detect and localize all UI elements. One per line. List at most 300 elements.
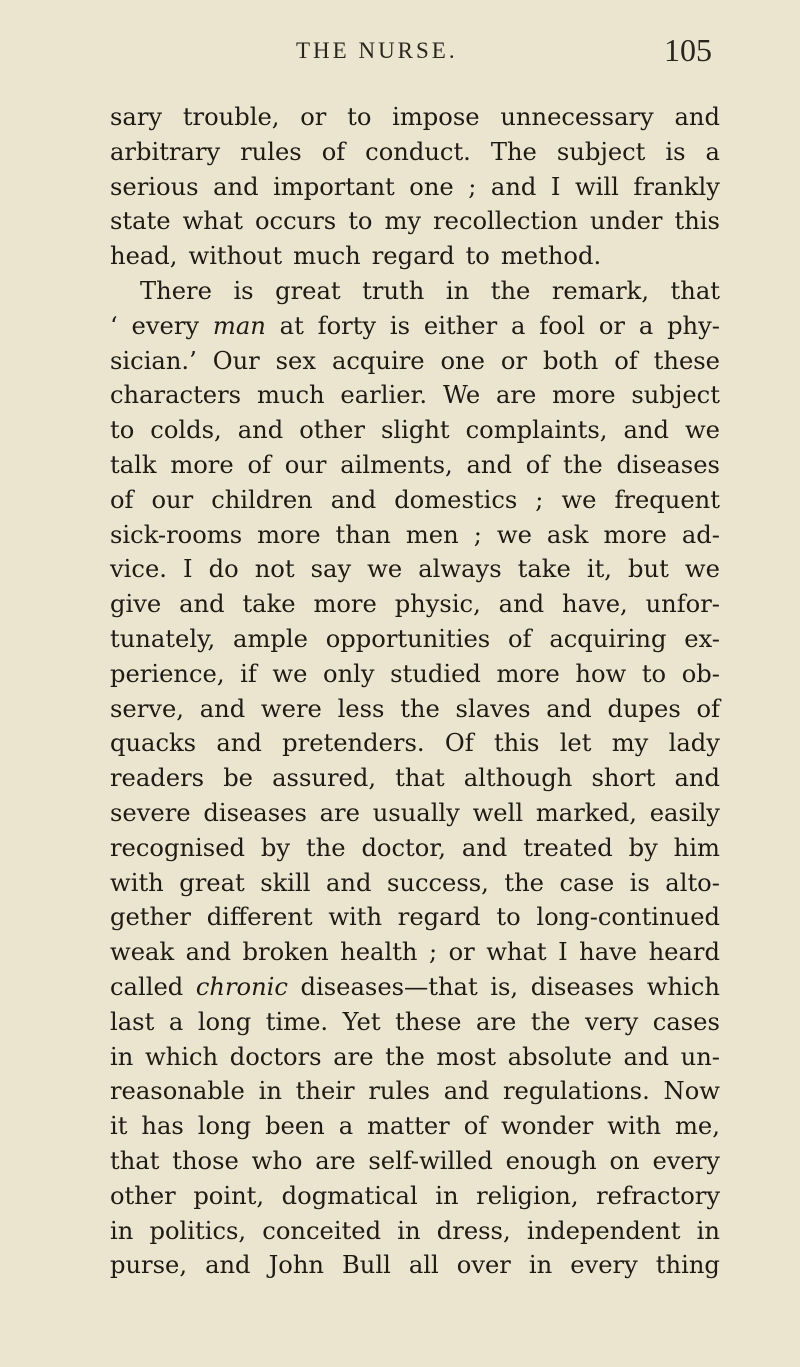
- word: last: [110, 1007, 155, 1036]
- word: and: [443, 1077, 490, 1106]
- text-line: [110, 831, 720, 866]
- text-line: [110, 1074, 720, 1109]
- word: let: [559, 729, 592, 758]
- word: are: [476, 1007, 517, 1036]
- text-line: [110, 309, 720, 344]
- word: characters: [110, 381, 242, 410]
- word: with: [328, 903, 383, 932]
- word: if: [240, 659, 257, 688]
- word: pretenders.: [282, 729, 425, 758]
- word: to: [347, 103, 372, 131]
- word: long: [197, 1112, 252, 1141]
- word: we: [561, 485, 597, 514]
- word: opportunities: [325, 624, 491, 653]
- word: it: [110, 1112, 128, 1141]
- word: independent: [526, 1216, 681, 1245]
- word: talk: [110, 450, 157, 479]
- word: diseases: [530, 972, 635, 1001]
- word: most: [436, 1042, 497, 1071]
- word: of: [463, 1112, 488, 1141]
- word: and: [490, 172, 537, 201]
- word: short: [591, 764, 656, 793]
- word: of: [614, 346, 638, 375]
- word: heard: [648, 938, 720, 967]
- word: dogmatical: [281, 1181, 418, 1210]
- word: I: [183, 555, 193, 584]
- word: to: [110, 416, 135, 445]
- word: ;: [468, 172, 477, 201]
- text-line: [110, 552, 720, 587]
- word: other: [110, 1181, 176, 1210]
- word: to: [348, 207, 373, 236]
- word: in: [528, 1251, 553, 1280]
- word: in: [435, 1181, 459, 1210]
- word: severe: [110, 798, 191, 827]
- word: of: [321, 137, 346, 166]
- word: over: [456, 1251, 511, 1280]
- word: time.: [265, 1007, 329, 1036]
- word: We: [442, 381, 481, 410]
- word: and: [623, 416, 669, 445]
- text-line: [110, 135, 720, 170]
- text-line: [110, 970, 720, 1005]
- word: by: [628, 833, 658, 862]
- word: although: [463, 764, 573, 793]
- text-line: [110, 344, 720, 379]
- word: but: [628, 555, 669, 584]
- word: not: [254, 555, 295, 584]
- word: un-: [680, 1042, 720, 1071]
- page-header: [0, 32, 800, 78]
- word: gether: [110, 903, 191, 932]
- word: recollection: [433, 207, 578, 236]
- word: the: [305, 833, 346, 862]
- text-line: [110, 1179, 720, 1214]
- text-line: [110, 935, 720, 970]
- word: readers: [110, 764, 205, 793]
- text-line: [110, 1144, 720, 1179]
- word: forty: [317, 311, 377, 340]
- word: more: [313, 590, 377, 619]
- word: John: [268, 1251, 324, 1280]
- word: cases: [652, 1007, 720, 1036]
- word: great: [179, 868, 245, 897]
- word: lady: [668, 729, 720, 758]
- word: men: [405, 520, 459, 549]
- word: either: [423, 311, 498, 340]
- word: tunately,: [110, 624, 216, 653]
- word: and: [461, 833, 508, 862]
- word: point,: [193, 1181, 265, 1210]
- word: treated: [523, 833, 613, 862]
- word: conceited: [262, 1216, 382, 1245]
- word: dupes: [607, 694, 681, 723]
- text-line: [110, 657, 720, 692]
- word: Yet: [342, 1007, 381, 1036]
- word: these: [395, 1007, 462, 1036]
- text-line: [110, 622, 720, 657]
- word: at: [279, 311, 304, 340]
- word: state: [110, 207, 171, 236]
- word: weak: [110, 938, 175, 967]
- word: great: [275, 276, 341, 305]
- word: we: [684, 555, 720, 584]
- word: unnecessary: [500, 103, 654, 131]
- text-line: [110, 274, 720, 309]
- word: and: [674, 764, 720, 793]
- word: on: [609, 1146, 640, 1175]
- word: long: [197, 1007, 252, 1036]
- word: subject: [631, 381, 720, 410]
- word: and: [185, 938, 232, 967]
- word: very: [585, 1007, 639, 1036]
- word: earlier.: [340, 381, 428, 410]
- word: is: [665, 137, 686, 166]
- word: domestics: [394, 485, 518, 514]
- word: acquire: [331, 346, 425, 375]
- word: the: [400, 694, 440, 723]
- text-line: [110, 761, 720, 796]
- word: that: [670, 276, 720, 305]
- word: in: [397, 1216, 421, 1245]
- word: called: [110, 972, 184, 1001]
- word: and: [205, 1251, 251, 1280]
- word: under: [589, 207, 663, 236]
- text-line: [110, 518, 720, 553]
- text-line: [110, 378, 720, 413]
- word: and: [179, 590, 225, 619]
- word: doctor,: [361, 833, 446, 862]
- text-line: [110, 692, 720, 727]
- word: colds,: [150, 416, 222, 445]
- word: will: [574, 172, 619, 201]
- word: my: [611, 729, 649, 758]
- word: less: [337, 694, 385, 723]
- word: were: [260, 694, 322, 723]
- word: regard: [371, 242, 455, 271]
- word: reasonable: [110, 1077, 245, 1106]
- word: dress,: [436, 1216, 511, 1245]
- word: perience,: [110, 659, 225, 688]
- word: are: [333, 1042, 374, 1071]
- word: regard: [397, 903, 481, 932]
- word: marked,: [535, 798, 637, 827]
- word: of: [525, 450, 550, 479]
- word: give: [110, 590, 162, 619]
- word: and: [213, 172, 259, 201]
- word: long-continued: [536, 903, 720, 932]
- word: phy-: [667, 311, 720, 340]
- word: other: [299, 416, 365, 445]
- word: and: [498, 590, 545, 619]
- word: every: [570, 1251, 638, 1280]
- word: the: [563, 450, 603, 479]
- word: alto-: [665, 868, 720, 897]
- text-line: [110, 726, 720, 761]
- word: in: [258, 1077, 282, 1106]
- word: we: [272, 659, 308, 688]
- word: than: [335, 520, 391, 549]
- word: their: [295, 1077, 355, 1106]
- word: of: [508, 624, 532, 653]
- word: children: [211, 485, 313, 514]
- word: different: [206, 903, 313, 932]
- word: a: [168, 1007, 184, 1036]
- word: ob-: [681, 659, 720, 688]
- word: and: [466, 450, 512, 479]
- word: our: [151, 485, 194, 514]
- word: ‘: [110, 311, 118, 340]
- word: with: [607, 1112, 662, 1141]
- word: in: [110, 1216, 134, 1245]
- word: a: [705, 137, 720, 166]
- word: acquiring: [549, 624, 667, 653]
- word: wonder: [501, 1112, 594, 1141]
- word: frankly: [633, 172, 720, 201]
- word: that: [110, 1146, 160, 1175]
- word: Of: [444, 729, 474, 758]
- word: ad-: [681, 520, 720, 549]
- word: religion,: [476, 1181, 579, 1210]
- word: or: [500, 346, 528, 375]
- word: success,: [386, 868, 489, 897]
- word: man: [212, 311, 266, 340]
- word: frequent: [614, 485, 720, 514]
- word: one: [409, 172, 454, 201]
- body-text: [110, 100, 720, 1283]
- word: ailments,: [340, 450, 453, 479]
- word: the: [504, 868, 544, 897]
- word: arbitrary: [110, 137, 221, 166]
- word: health: [340, 938, 418, 967]
- word: all: [408, 1251, 439, 1280]
- word: we: [496, 520, 532, 549]
- word: our: [284, 450, 327, 479]
- text-line: [110, 796, 720, 831]
- word: fool: [539, 311, 586, 340]
- word: slaves: [455, 694, 531, 723]
- word: The: [490, 137, 537, 166]
- word: has: [141, 1112, 184, 1141]
- word: take: [242, 590, 296, 619]
- word: sary: [110, 103, 163, 131]
- word: to: [641, 659, 667, 688]
- word: diseases: [616, 450, 720, 479]
- word: sick-rooms: [110, 520, 243, 549]
- word: refractory: [596, 1181, 720, 1210]
- word: who: [251, 1146, 303, 1175]
- word: we: [367, 555, 403, 584]
- word: is: [629, 868, 650, 897]
- word: one: [440, 346, 485, 375]
- word: usually: [372, 798, 460, 827]
- word: important: [273, 172, 395, 201]
- text-line: [110, 170, 720, 205]
- word: or: [448, 938, 475, 967]
- word: chronic: [195, 972, 288, 1001]
- word: much: [256, 381, 325, 410]
- word: quacks: [110, 729, 197, 758]
- word: or: [598, 311, 625, 340]
- word: head,: [110, 242, 178, 271]
- word: There: [140, 276, 212, 305]
- word: what: [182, 207, 243, 236]
- word: it,: [586, 555, 612, 584]
- word: are: [496, 381, 537, 410]
- word: studied: [390, 659, 481, 688]
- word: is,: [490, 972, 519, 1001]
- word: much: [293, 242, 361, 271]
- word: assured,: [272, 764, 377, 793]
- word: been: [265, 1112, 325, 1141]
- word: a: [510, 311, 526, 340]
- word: purse,: [110, 1251, 188, 1280]
- word: sex: [275, 346, 317, 375]
- word: politics,: [149, 1216, 247, 1245]
- word: are: [315, 1146, 356, 1175]
- word: have,: [562, 590, 628, 619]
- word: trouble,: [182, 103, 280, 131]
- word: be: [223, 764, 254, 793]
- word: complaints,: [465, 416, 608, 445]
- word: ask: [546, 520, 589, 549]
- word: and: [674, 103, 720, 131]
- word: by: [260, 833, 291, 862]
- text-line: [110, 204, 720, 239]
- word: Our: [212, 346, 260, 375]
- word: every: [131, 311, 200, 340]
- word: diseases: [203, 798, 307, 827]
- word: only: [323, 659, 375, 688]
- word: which: [144, 1042, 219, 1071]
- word: that: [395, 764, 445, 793]
- word: of: [696, 694, 720, 723]
- word: I: [550, 172, 561, 201]
- text-line: [110, 413, 720, 448]
- word: how: [575, 659, 627, 688]
- text-line: [110, 866, 720, 901]
- word: self-willed: [368, 1146, 493, 1175]
- word: we: [684, 416, 720, 445]
- word: in: [110, 1042, 134, 1071]
- word: thing: [655, 1251, 720, 1280]
- word: physic,: [394, 590, 481, 619]
- word: case: [559, 868, 615, 897]
- word: occurs: [254, 207, 337, 236]
- word: a: [638, 311, 654, 340]
- word: and: [330, 485, 377, 514]
- word: this: [674, 207, 720, 236]
- word: method.: [500, 242, 602, 271]
- word: the: [490, 276, 531, 305]
- text-line: [110, 1109, 720, 1144]
- word: easily: [649, 798, 720, 827]
- word: of: [110, 485, 134, 514]
- word: rules: [240, 137, 302, 166]
- word: take: [517, 555, 571, 584]
- word: more: [496, 659, 560, 688]
- word: me,: [674, 1112, 720, 1141]
- word: every: [652, 1146, 720, 1175]
- word: is: [389, 311, 411, 340]
- word: him: [673, 833, 720, 862]
- word: diseases—that: [300, 972, 478, 1001]
- text-line: [110, 239, 720, 274]
- word: ;: [473, 520, 482, 549]
- word: without: [188, 242, 283, 271]
- text-line: [110, 1040, 720, 1075]
- word: broken: [242, 938, 329, 967]
- word: vice.: [110, 555, 167, 584]
- word: more: [603, 520, 667, 549]
- word: which: [646, 972, 720, 1001]
- text-line: [110, 1248, 720, 1283]
- word: ;: [428, 938, 438, 967]
- word: these: [653, 346, 720, 375]
- text-line: [110, 1005, 720, 1040]
- text-line: [110, 100, 720, 135]
- word: ample: [233, 624, 308, 653]
- word: absolute: [507, 1042, 612, 1071]
- word: Now: [663, 1077, 720, 1106]
- page-number: 105: [664, 32, 712, 68]
- word: more: [170, 450, 234, 479]
- word: serious: [110, 172, 199, 201]
- word: well: [472, 798, 524, 827]
- word: what: [486, 938, 547, 967]
- word: subject: [556, 137, 646, 166]
- word: always: [418, 555, 502, 584]
- word: and: [623, 1042, 669, 1071]
- word: ex-: [684, 624, 720, 653]
- word: regulations.: [502, 1077, 650, 1106]
- word: do: [208, 555, 239, 584]
- text-line: [110, 900, 720, 935]
- word: more: [552, 381, 616, 410]
- word: is: [233, 276, 254, 305]
- word: Bull: [342, 1251, 391, 1280]
- word: ;: [535, 485, 544, 514]
- word: doctors: [229, 1042, 322, 1071]
- word: the: [385, 1042, 425, 1071]
- word: enough: [505, 1146, 597, 1175]
- text-line: [110, 448, 720, 483]
- word: serve,: [110, 694, 184, 723]
- word: of: [247, 450, 271, 479]
- word: recognised: [110, 833, 245, 862]
- word: those: [172, 1146, 239, 1175]
- word: unfor-: [645, 590, 720, 619]
- word: my: [384, 207, 422, 236]
- word: are: [319, 798, 360, 827]
- running-head: THE NURSE.: [296, 38, 458, 63]
- word: have: [579, 938, 638, 967]
- word: and: [237, 416, 284, 445]
- text-line: [110, 587, 720, 622]
- word: remark,: [551, 276, 650, 305]
- word: sician.’: [110, 346, 197, 375]
- word: more: [257, 520, 321, 549]
- word: say: [310, 555, 352, 584]
- word: truth: [362, 276, 425, 305]
- word: and: [546, 694, 592, 723]
- word: the: [530, 1007, 571, 1036]
- word: conduct.: [365, 137, 471, 166]
- word: in: [445, 276, 470, 305]
- text-line: [110, 483, 720, 518]
- text-line: [110, 1214, 720, 1249]
- word: both: [542, 346, 599, 375]
